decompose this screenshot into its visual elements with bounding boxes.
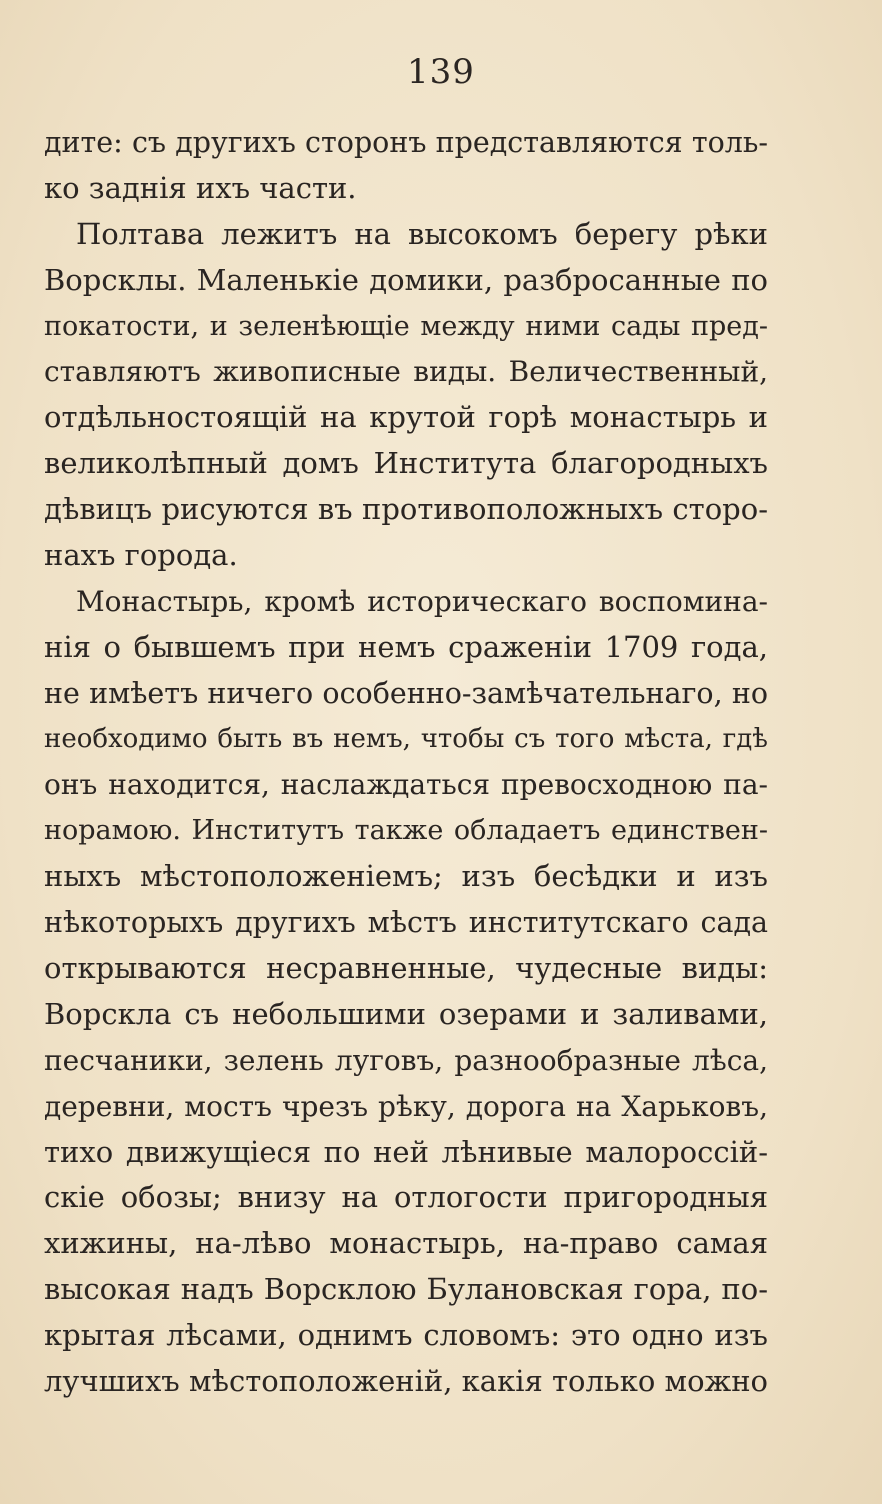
- text-line: ставляютъ живописные виды. Величественный,: [44, 355, 768, 389]
- text-line: лучшихъ мѣстоположеній, какія только можно: [44, 1364, 768, 1399]
- page-number: 139: [407, 52, 475, 92]
- text-line: не имѣетъ ничего особенно-замѣчательнаго, но: [44, 676, 768, 710]
- text-line: Ворскла съ небольшими озерами и заливами,: [44, 996, 768, 1031]
- text-line: Полтава лежитъ на высокомъ берегу рѣки: [76, 216, 768, 251]
- text-line: покатости, и зеленѣющіе между ними сады пред-: [44, 310, 768, 342]
- text-line: дѣвицъ рисуются въ противоположныхъ сторо-: [44, 492, 768, 527]
- text-line: тихо движущіеся по ней лѣнивые малороссій-: [44, 1134, 768, 1169]
- body-text: [44, 120, 768, 1405]
- text-line: отдѣльностоящій на крутой горѣ монастырь и: [44, 400, 768, 435]
- text-line: открываются несравненные, чудесные виды:: [44, 951, 768, 986]
- text-line: онъ находится, наслаждаться превосходною па-: [44, 768, 768, 802]
- text-line: Монастырь, кромѣ историческаго воспомина-: [76, 584, 768, 618]
- text-line: норамою. Институтъ также обладаетъ единствен-: [44, 815, 768, 847]
- text-line: крытая лѣсами, однимъ словомъ: это одно изъ: [44, 1318, 768, 1353]
- text-line: скіе обозы; внизу на отлогости пригородныя: [44, 1180, 768, 1215]
- text-line: песчаники, зелень луговъ, разнообразные лѣса,: [44, 1043, 768, 1077]
- text-line: ко заднія ихъ части.: [44, 170, 357, 205]
- text-line: нѣкоторыхъ другихъ мѣстъ институтскаго сада: [44, 906, 768, 940]
- text-line: хижины, на-лѣво монастырь, на-право самая: [44, 1226, 768, 1261]
- text-line: необходимо быть въ немъ, чтобы съ того мѣста, гдѣ: [44, 723, 768, 754]
- text-line: высокая надъ Ворсклою Булановская гора, по-: [44, 1272, 768, 1307]
- text-line: нахъ города.: [44, 538, 238, 573]
- text-line: деревни, мостъ чрезъ рѣку, дорога на Харьковъ,: [44, 1089, 768, 1123]
- text-line: Ворсклы. Маленькіе домики, разбросанные по: [44, 262, 768, 297]
- text-line: ныхъ мѣстоположеніемъ; изъ бесѣдки и изъ: [44, 859, 768, 894]
- text-line: великолѣпный домъ Института благородныхъ: [44, 446, 768, 481]
- text-line: нія о бывшемъ при немъ сраженіи 1709 года,: [44, 629, 768, 664]
- text-line: дите: съ другихъ сторонъ представляются толь-: [44, 126, 768, 159]
